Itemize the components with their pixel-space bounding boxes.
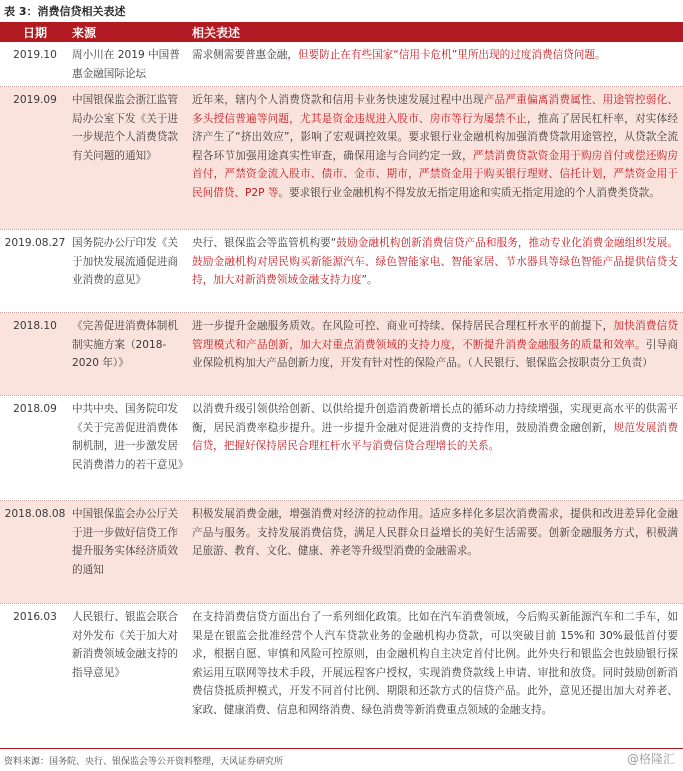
row-source: 中国银保监会办公厅关于进一步做好信贷工作提升服务实体经济质效的通知 [72, 508, 178, 576]
row-date: 2018.08.08 [4, 508, 66, 520]
table-row [0, 42, 683, 86]
table-row [0, 313, 683, 395]
highlight-text: 尤其是资金违规进入股市、房市等行为屡禁不止 [300, 112, 527, 125]
body-text: 引导商业保险机构加大产品创新力度，开发有针对性的保险产品。（人民银行、银保监会按职责分工负责） [192, 338, 678, 370]
source-note: 资料来源：国务院、央行、银保监会等公开资料整理，天风证券研究所 [4, 757, 284, 767]
body-text: 积极发展消费金融，增强消费对经济的拉动作用。适应多样化多层次消费需求，提供和改进差异化金融产品与服务。支持发展消费信贷，满足人民群众日益增长的美好生活需要。创新金融服务方式，积极满足旅游、教育、文化、健康、养老等升级型消费的金融需求。 [192, 508, 678, 558]
row-date: 2018.10 [13, 320, 57, 332]
table-row [0, 604, 683, 748]
row-date: 2019.09 [13, 94, 57, 106]
row-content [192, 608, 678, 720]
row-source: 国务院办公厅印发《关于加快发展流通促进商业消费的意见》 [72, 237, 178, 287]
row-content [192, 46, 678, 65]
table-row [0, 396, 683, 500]
row-date: 2019.08.27 [4, 237, 66, 249]
row-date: 2019.10 [13, 49, 57, 61]
row-source: 中国银保监会浙江监管局办公室下发《关于进一步规范个人消费贷款有关问题的通知》 [72, 94, 178, 162]
row-date: 2016.03 [13, 611, 57, 623]
body-text: 近年来，辖内个人消费贷款和信用卡业务快速发展过程中出现 [192, 94, 484, 106]
table-title: 表 3：消费信贷相关表述 [4, 5, 126, 18]
row-content [192, 505, 678, 561]
highlight-text: 加快消费信贷管理模式和产品创新，加大对重点消费领域的支持力度，不断提升消费金融服务的质量和效率。 [192, 320, 679, 351]
row-content [192, 317, 678, 373]
body-text: 。要求银行业金融机构不得发放无指定用途和实质无指定用途的个人消费类贷款。 [278, 186, 660, 199]
body-text: ”。 [361, 274, 378, 287]
header-source: 来源 [72, 26, 97, 40]
table-row [0, 230, 683, 312]
footer-divider [0, 748, 683, 749]
highlight-text: 规范发展消费信贷，把握好保持居民合理杠杆水平与消费信贷合理增长的关系。 [192, 421, 679, 453]
highlight-text: 但要防止在有些国家“信用卡危机”里所出现的过度消费信贷问题。 [297, 49, 606, 61]
row-source: 《完善促进消费体制机制实施方案（2018-2020 年）》 [72, 320, 178, 370]
table-row [0, 87, 683, 229]
body-text: 在支持消费信贷方面出台了一系列细化政策。比如在汽车消费领域，今后购买新能源汽车和二手车，如果是在银监会批准经营个人汽车贷款业务的金融机构办贷款，可以突破目前 15%和 30%最低首付要求，根据自愿、审慎和风险可控原则，由金融机构自主决定首付比例。此外央行和银监会也鼓励银行探索运用互联网等技术手段，开展远程客户授权，实现消费贷款线上申请、审批和放贷。同时鼓励创新消费信贷抵质押模式，开发不同首付比例、期限和还款方式的信贷产品。此外，意见还提出加大对养老、家政、健康消费、信息和网络消费、绿色消费等新消费重点领域的金融支持。 [192, 611, 678, 716]
header-date: 日期 [22, 26, 47, 40]
body-text: ，推高了居民杠杆率，对实体经济产生了“挤出效应”，影响了宏观调控效果。要求银行业金融机构加强消费贷款用途管控，从贷款全流程各环节加强用途真实性审查，确保用途与合同约定一致， [192, 112, 679, 162]
body-text: 央行、银保监会等监管机构要“ [192, 237, 337, 249]
row-source: 中共中央、国务院印发《关于完善促进消费体制机制，进一步激发居民消费潜力的若干意见》 [72, 403, 189, 471]
watermark: @格隆汇 [626, 752, 675, 766]
body-text: 以消费升级引领供给创新、以供给提升创造消费新增长点的循环动力持续增强，实现更高水平的供需平衡，居民消费率稳步提升。进一步提升金融对促进消费的支持作用，鼓励消费金融创新， [192, 403, 678, 434]
row-source: 周小川在 2019 中国普惠金融国际论坛 [72, 49, 180, 80]
row-content [192, 91, 678, 203]
body-text: 需求侧需要普惠金融， [192, 49, 298, 61]
body-text: 进一步提升金融服务质效。在风险可控、商业可持续、保持居民合理杠杆水平的前提下， [192, 320, 614, 332]
row-content [192, 234, 678, 290]
table-row [0, 501, 683, 603]
highlight-text: 严禁消费贷款资金用于购房首付或偿还购房首付，严禁资金流入股市、债市、金市、期市，严禁资金用于购买银行理财、信托计划，严禁资金用于民间借贷、P2P 等 [192, 149, 678, 199]
highlight-text: 鼓励金融机构创新消费信贷产品和服务，推动专业化消费金融组织发展。鼓励金融机构对居民购买新能源汽车、绿色智能家电、智能家居、节水器具等绿色智能产品提供信贷支持，加大对新消费领域金融支持力度 [192, 237, 678, 287]
row-content [192, 400, 678, 456]
row-date: 2018.09 [13, 403, 57, 415]
header-content: 相关表述 [192, 26, 241, 40]
table-header [0, 22, 683, 42]
highlight-text: 产品严重偏离消费属性、用途管控弱化、多头授信普遍等问题， [192, 94, 679, 125]
row-source: 人民银行、银监会联合对外发布《关于加大对新消费领域金融支持的指导意见》 [72, 611, 178, 679]
